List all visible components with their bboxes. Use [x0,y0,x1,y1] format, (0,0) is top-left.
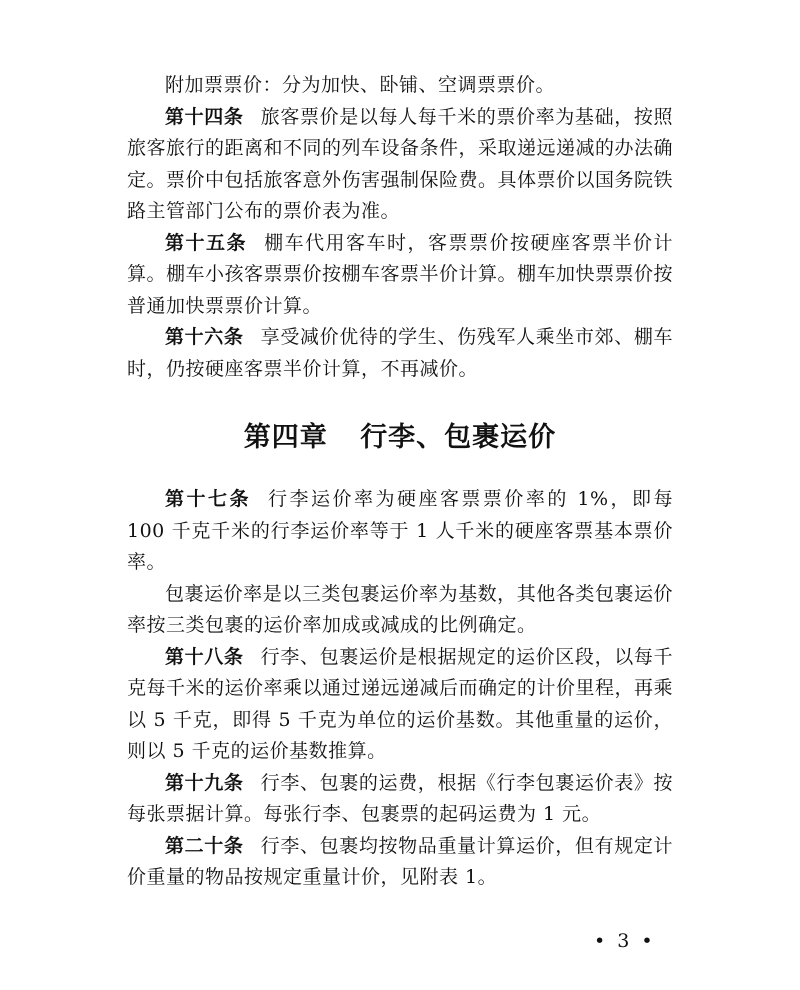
article-heading: 第十五条 [165,231,247,254]
paragraph-parcel-rate [127,579,673,642]
paragraph-text: 行李、包裹运价是根据规定的运价区段，以每千克每千米的运价率乘以通过递远递减后而确定的计价里程，再乘以 5 千克，即得 5 千克为单位的运价基数。其他重量的运价，则以 5 千克的运价基数推算。 [127,645,674,762]
article-heading: 第十七条 [165,488,251,510]
paragraph-text: 行李、包裹均按物品重量计算运价，但有规定计价重量的物品按规定重量计价，见附表 1。 [127,834,673,888]
paragraph-article-15 [127,228,673,323]
paragraph-article-18 [127,642,673,768]
article-heading: 第十八条 [165,645,244,668]
article-heading: 第十四条 [165,105,244,128]
page-number: • 3 • [594,930,656,952]
article-heading: 第十六条 [165,326,244,348]
paragraph-text: 行李、包裹的运费，根据《行李包裹运价表》按每张票据计算。每张行李、包裹票的起码运费为 1 元。 [127,771,673,825]
article-heading: 第十九条 [165,771,244,794]
paragraph-article-20 [127,831,673,894]
paragraph-text: 棚车代用客车时，客票票价按硬座客票半价计算。棚车小孩客票票价按棚车客票半价计算。棚车加快票票价按普通加快票票价计算。 [127,231,674,317]
paragraph-text: 附加票票价：分为加快、卧铺、空调票票价。 [165,74,556,96]
chapter-number: 第四章 [243,422,328,453]
paragraph-text: 行李运价率为硬座客票票价率的 1%，即每 100 千克千米的行李运价率等于 1 人千米的硬座客票基本票价率。 [127,488,673,573]
paragraph-text: 旅客票价是以每人每千米的票价率为基础，按照旅客旅行的距离和不同的列车设备条件，采取递远递减的办法确定。票价中包括旅客意外伤害强制保险费。具体票价以国务院铁路主管部门公布的票价表为准。 [127,105,674,222]
chapter-title: 行李、包裹运价 [360,422,557,453]
chapter-heading [127,415,673,454]
paragraph-article-19 [127,768,673,831]
paragraph-article-17 [127,484,673,579]
paragraph-text: 包裹运价率是以三类包裹运价率为基数，其他各类包裹运价率按三类包裹的运价率加成或减成的比例确定。 [127,582,673,636]
paragraph-article-14 [127,102,673,228]
paragraph-text: 享受减价优待的学生、伤残军人乘坐市郊、棚车时，仍按硬座客票半价计算，不再减价。 [127,326,673,380]
paragraph-article-16 [127,322,673,385]
document-page [127,70,673,894]
article-heading: 第二十条 [165,834,244,857]
paragraph-surcharge [127,70,673,102]
